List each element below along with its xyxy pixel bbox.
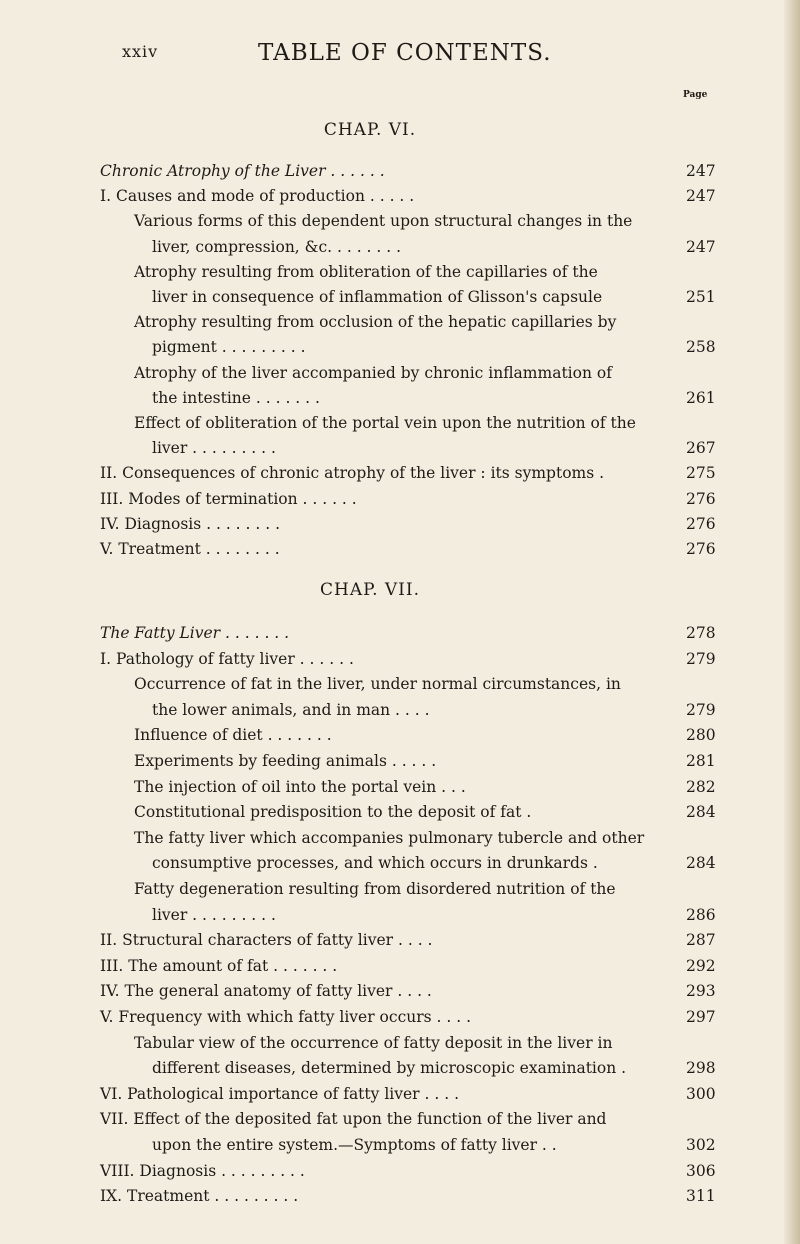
toc-entry-page: 279 (686, 649, 716, 668)
toc-entry-page: 276 (686, 514, 716, 533)
chapter-heading-vii: CHAP. VII. (319, 580, 421, 600)
toc-entry (0, 210, 800, 232)
toc-entry-page: 251 (686, 288, 716, 306)
toc-entry-page: 292 (686, 956, 716, 975)
toc-entry-text: Influence of diet . . . . . . . (134, 726, 332, 745)
toc-entry-text: The Fatty Liver . . . . . . . (100, 624, 290, 642)
toc-entry-page: 284 (686, 854, 716, 873)
toc-entry (0, 1032, 800, 1054)
toc-entry (0, 648, 800, 670)
toc-entry-page: 276 (686, 489, 716, 508)
toc-entry-text: the intestine . . . . . . . (152, 388, 320, 407)
toc-entry-page: 284 (686, 803, 716, 822)
toc-entry-page: 293 (686, 982, 716, 1001)
toc-entry-text: VII. Effect of the deposited fat upon the function of the liver and (100, 1110, 607, 1129)
toc-entry-text: V. Frequency with which fatty liver occurs . . . . (100, 1008, 472, 1026)
toc-entry-page: 297 (686, 1008, 716, 1026)
toc-entry-page: 267 (686, 439, 716, 458)
toc-entry-page: 279 (686, 700, 716, 719)
toc-entry (0, 776, 800, 798)
toc-entry-text: Effect of obliteration of the portal vein upon the nutrition of the (134, 414, 636, 432)
toc-entry (0, 929, 800, 951)
toc-entry-text: I. Causes and mode of production . . . . . (100, 187, 415, 206)
toc-entry (0, 955, 800, 977)
toc-entry (0, 1057, 800, 1079)
toc-entry (0, 1108, 800, 1130)
toc-entry-page: 287 (686, 931, 716, 950)
toc-entry-text: IV. Diagnosis . . . . . . . . (100, 514, 281, 533)
toc-entry (0, 488, 800, 510)
toc-entry-text: Experiments by feeding animals . . . . . (134, 752, 437, 770)
page-number: xxiv (122, 42, 159, 61)
toc-entry-page: 302 (686, 1136, 716, 1154)
toc-entry-text: Various forms of this dependent upon structural changes in the (134, 212, 633, 231)
toc-entry-text: VI. Pathological importance of fatty liver . . . . (100, 1084, 459, 1103)
toc-entry (0, 801, 800, 823)
toc-entry (0, 980, 800, 1002)
toc-entry-text: IX. Treatment . . . . . . . . . (100, 1187, 299, 1206)
toc-entry-text: upon the entire system.—Symptoms of fatty liver . . (152, 1136, 557, 1154)
toc-entry-text: Fatty degeneration resulting from disordered nutrition of the (134, 880, 616, 898)
toc-entry (0, 1185, 800, 1207)
toc-entry-text: the lower animals, and in man . . . . (152, 700, 430, 719)
toc-entry (0, 904, 800, 926)
toc-entry (0, 462, 800, 484)
toc-entry-page: 276 (686, 540, 716, 558)
toc-entry-text: Constitutional predisposition to the deposit of fat . (134, 803, 532, 822)
toc-entry (0, 622, 800, 644)
toc-entry-page: 281 (686, 752, 716, 770)
toc-entry (0, 878, 800, 900)
toc-entry-text: Occurrence of fat in the liver, under normal circumstances, in (134, 675, 621, 694)
toc-entry (0, 750, 800, 772)
toc-entry-text: Atrophy of the liver accompanied by chronic inflammation of (134, 363, 612, 382)
toc-entry (0, 1134, 800, 1156)
toc-entry-text: consumptive processes, and which occurs in drunkards . (152, 854, 598, 873)
toc-entry (0, 336, 800, 358)
toc-entry-page: 247 (686, 162, 716, 180)
toc-entry (0, 261, 800, 283)
toc-entry-page: 280 (686, 726, 716, 745)
toc-entry-text: II. Structural characters of fatty liver . . . . (100, 931, 433, 950)
toc-entry-text: IV. The general anatomy of fatty liver . . . . (100, 982, 432, 1001)
toc-entry-page: 282 (686, 777, 716, 796)
toc-entry (0, 160, 800, 182)
toc-entry-page: 300 (686, 1084, 716, 1103)
toc-entry-page: 306 (686, 1161, 716, 1180)
toc-entry-page: 298 (686, 1059, 716, 1078)
toc-entry (0, 286, 800, 308)
toc-entry (0, 1006, 800, 1028)
toc-entry-text: III. The amount of fat . . . . . . . (100, 956, 338, 975)
toc-entry-page: 286 (686, 905, 716, 924)
toc-entry-page: 261 (686, 388, 716, 407)
toc-entry-page: 247 (686, 187, 716, 206)
toc-entry (0, 673, 800, 695)
toc-entry (0, 1160, 800, 1182)
toc-entry (0, 236, 800, 258)
toc-entry (0, 513, 800, 535)
toc-entry-text: III. Modes of termination . . . . . . (100, 489, 357, 508)
toc-entry-text: VIII. Diagnosis . . . . . . . . . (100, 1161, 305, 1180)
toc-entry (0, 437, 800, 459)
toc-entry-text: liver in consequence of inflammation of Glisson's capsule (152, 288, 603, 306)
toc-entry-text: Chronic Atrophy of the Liver . . . . . . (100, 162, 385, 180)
toc-entry (0, 538, 800, 560)
page-title: TABLE OF CONTENTS. (258, 40, 552, 66)
toc-entry-text: II. Consequences of chronic atrophy of the liver : its symptoms . (100, 464, 605, 483)
toc-entry-page: 311 (686, 1187, 716, 1206)
toc-entry (0, 387, 800, 409)
chapter-heading-vi: CHAP. VI. (323, 120, 417, 140)
toc-entry (0, 311, 800, 333)
toc-entry-text: pigment . . . . . . . . . (152, 338, 306, 357)
toc-entry (0, 827, 800, 849)
page-column-label: Page (683, 90, 708, 100)
toc-entry (0, 185, 800, 207)
toc-entry (0, 362, 800, 384)
toc-entry-text: I. Pathology of fatty liver . . . . . . (100, 649, 354, 668)
toc-entry-page: 247 (686, 237, 716, 256)
toc-entry-text: liver . . . . . . . . . (152, 439, 276, 458)
toc-entry (0, 852, 800, 874)
toc-entry-page: 278 (686, 624, 716, 642)
toc-entry-text: liver, compression, &c. . . . . . . . (152, 237, 402, 256)
toc-entry-text: The fatty liver which accompanies pulmonary tubercle and other (134, 828, 645, 847)
toc-entry-text: The injection of oil into the portal vein . . . (134, 777, 466, 796)
toc-entry (0, 724, 800, 746)
toc-entry-text: Tabular view of the occurrence of fatty deposit in the liver in (134, 1033, 613, 1052)
toc-entry (0, 412, 800, 434)
toc-entry-text: Atrophy resulting from obliteration of the capillaries of the (134, 262, 598, 281)
toc-entry-text: liver . . . . . . . . . (152, 905, 276, 924)
toc-entry-text: Atrophy resulting from occlusion of the hepatic capillaries by (134, 313, 617, 332)
toc-entry-text: V. Treatment . . . . . . . . (100, 540, 280, 558)
toc-entry-page: 258 (686, 338, 716, 357)
toc-entry-text: different diseases, determined by microscopic examination . (152, 1059, 627, 1078)
toc-entry (0, 1083, 800, 1105)
toc-entry-page: 275 (686, 464, 716, 483)
toc-entry (0, 699, 800, 721)
